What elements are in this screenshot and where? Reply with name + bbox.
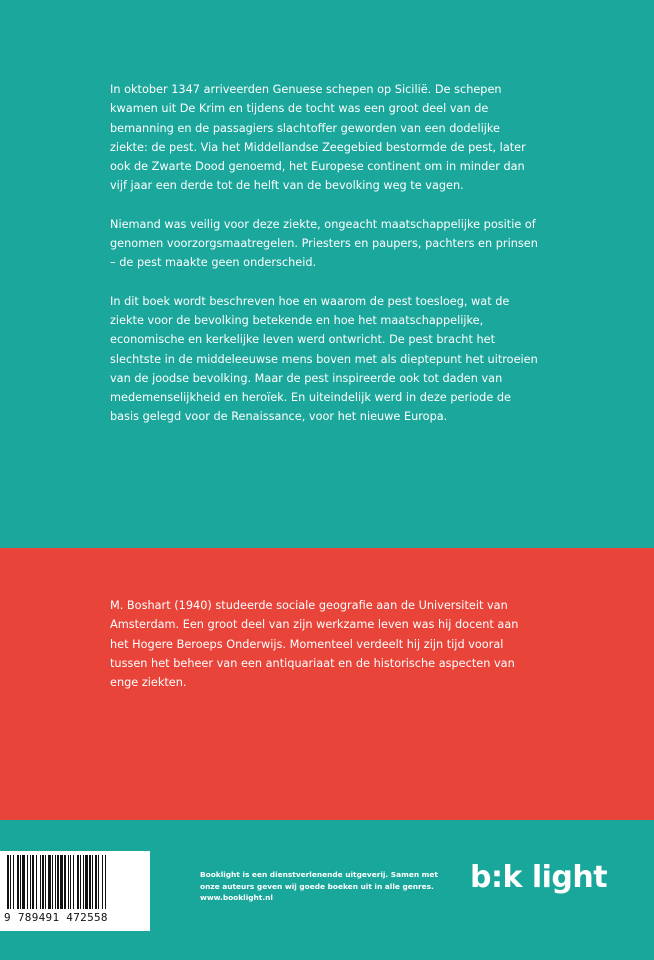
publisher-logo: b:k light bbox=[470, 860, 608, 895]
publisher-footer bbox=[0, 820, 654, 960]
isbn-digits: 9 789491 472558 bbox=[4, 911, 108, 924]
blurb-paragraph-2: Niemand was veilig voor deze ziekte, ongeacht maatschappelijke positie of genomen voorzorgsmaatregelen. Priesters en paupers, pachters en prinsen – de pest maakte geen onderscheid. bbox=[110, 217, 538, 270]
blurb-paragraph-1: In oktober 1347 arriveerden Genuese schepen op Sicilië. De schepen kwamen uit De Krim en tijdens de tocht was een groot deel van de bemanning en de passagiers slachtoffer geworden van een dodelijke ziekte: de pest. Via het Middellandse Zeegebied bestormde de pest, later ook de Zwarte Dood genoemd, het Europese continent om in minder dan vijf jaar een derde tot de helft van de bevolking weg te vagen. bbox=[110, 83, 526, 193]
author-bio: M. Boshart (1940) studeerde sociale geografie aan de Universiteit van Amsterdam. Een groot deel van zijn werkzame leven was hij docent aan het Hogere Beroeps Onderwijs. Momenteel verdeelt hij zijn tijd vooral tussen het beheer van een antiquariaat en de historische aspecten van enge ziekten. bbox=[110, 599, 519, 690]
barcode-icon bbox=[5, 855, 145, 909]
publisher-url[interactable]: www.booklight.nl bbox=[200, 893, 273, 902]
isbn-barcode bbox=[0, 851, 150, 931]
blurb-paragraph-3: In dit boek wordt beschreven hoe en waarom de pest toesloeg, wat de ziekte voor de bevolking betekende en hoe het maatschappelijke, economische en kerkelijke leven werd ontwricht. De pest bracht het slechtste in de middeleeuwse mens boven met als dieptepunt het uitroeien van de joodse bevolking. Maar de pest inspireerde ook tot daden van medemenselijkheid en heroïek. En uiteindelijk werd in deze periode de basis gelegd voor de Renaissance, voor het nieuwe Europa. bbox=[110, 294, 538, 424]
author-bio-section bbox=[0, 548, 654, 820]
publisher-description bbox=[200, 869, 450, 904]
book-blurb bbox=[110, 80, 540, 446]
publisher-description-text: Booklight is een dienstverlenende uitgeverij. Samen met onze auteurs geven wij goede boeken uit in alle genres. bbox=[200, 870, 438, 891]
